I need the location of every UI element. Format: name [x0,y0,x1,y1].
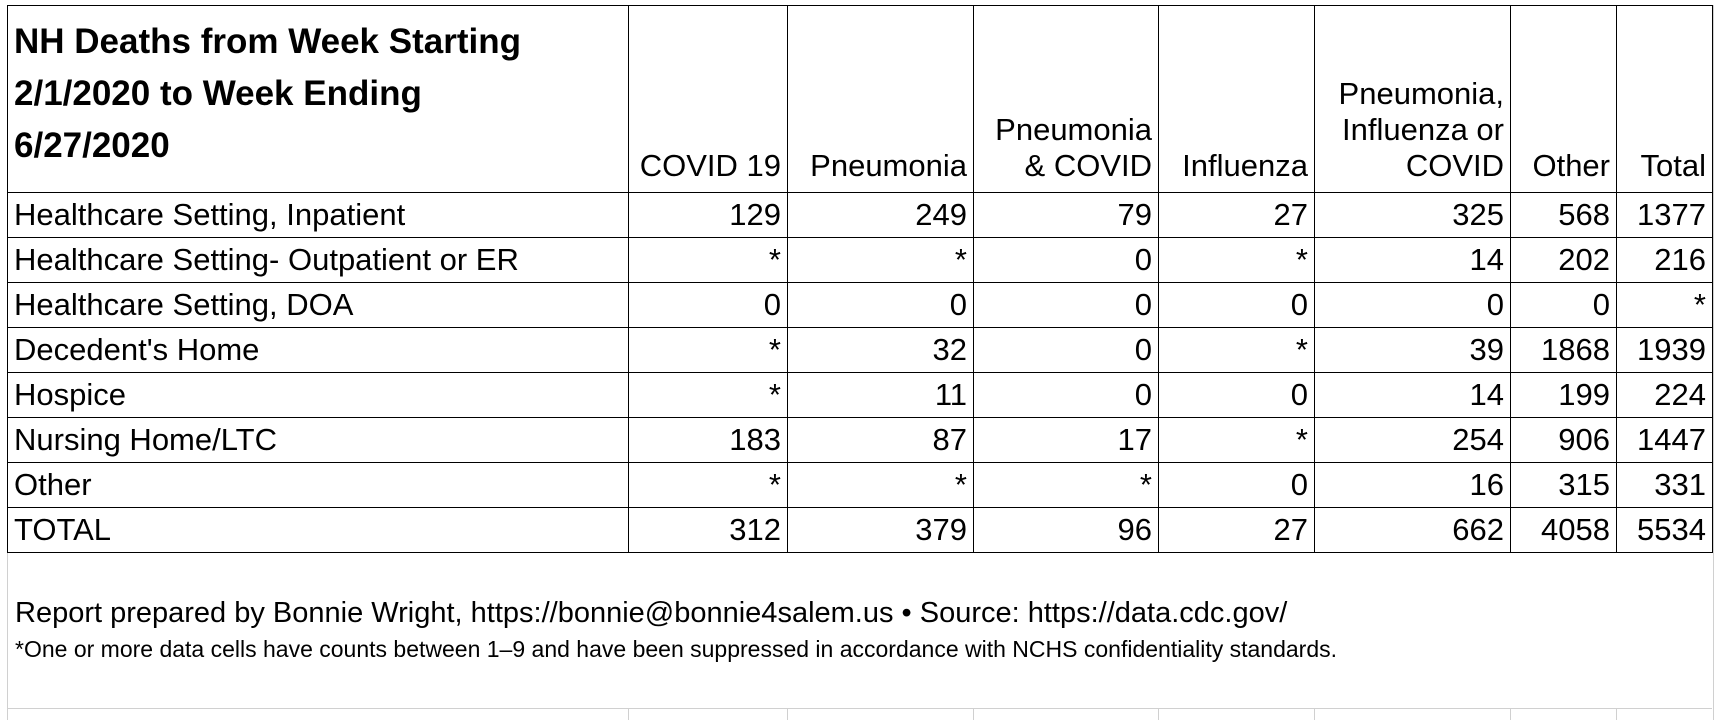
cell-total: 224 [1617,373,1713,418]
suppression-footnote: *One or more data cells have counts between 1–9 and have been suppressed in accordance with NCHS confidentiality standards. [15,636,1338,662]
spreadsheet-gridline [7,708,1712,709]
cell-pneumonia-influenza-covid: 662 [1315,508,1511,553]
cell-other: 568 [1511,193,1617,238]
deaths-table [7,5,1713,553]
cell-pneumonia-covid: 0 [974,373,1159,418]
column-header-covid19: COVID 19 [629,6,788,193]
cell-influenza: * [1159,328,1315,373]
column-header-influenza: Influenza [1159,6,1315,193]
cell-pneumonia: 32 [788,328,974,373]
cell-pneumonia-covid: 17 [974,418,1159,463]
table-row [8,283,1713,328]
cell-pneumonia-influenza-covid: 14 [1315,238,1511,283]
column-header-pneumonia-covid: Pneumonia & COVID [974,6,1159,193]
table-row [8,238,1713,283]
cell-total: 1377 [1617,193,1713,238]
spreadsheet-gridline [628,708,629,720]
cell-pneumonia-influenza-covid: 39 [1315,328,1511,373]
cell-pneumonia-influenza-covid: 0 [1315,283,1511,328]
spreadsheet-gridline [973,708,974,720]
cell-influenza: 0 [1159,373,1315,418]
table-row [8,463,1713,508]
cell-covid19: 312 [629,508,788,553]
cell-total: * [1617,283,1713,328]
cell-total: 216 [1617,238,1713,283]
table-title-line: NH Deaths from Week Starting [14,22,521,61]
table-title [8,6,629,193]
cell-covid19: 129 [629,193,788,238]
cell-covid19: * [629,463,788,508]
cell-total: 1939 [1617,328,1713,373]
report-notes [15,595,1705,665]
cell-pneumonia: 379 [788,508,974,553]
spreadsheet-gridline [1158,708,1159,720]
table-title-line: 6/27/2020 [14,126,170,165]
cell-pneumonia: * [788,238,974,283]
column-header-pneumonia: Pneumonia [788,6,974,193]
table-row [8,193,1713,238]
row-label: TOTAL [8,508,629,553]
cell-pneumonia-covid: 0 [974,238,1159,283]
cell-influenza: 0 [1159,463,1315,508]
column-header-total: Total [1617,6,1713,193]
cell-covid19: * [629,373,788,418]
spreadsheet-gridline [1616,708,1617,720]
cell-pneumonia: * [788,463,974,508]
table-row [8,373,1713,418]
cell-other: 199 [1511,373,1617,418]
row-label: Hospice [8,373,629,418]
row-label: Healthcare Setting, Inpatient [8,193,629,238]
cell-covid19: 183 [629,418,788,463]
cell-pneumonia-influenza-covid: 254 [1315,418,1511,463]
row-label: Healthcare Setting, DOA [8,283,629,328]
cell-other: 906 [1511,418,1617,463]
row-label: Healthcare Setting- Outpatient or ER [8,238,629,283]
row-label: Decedent's Home [8,328,629,373]
cell-covid19: 0 [629,283,788,328]
table-body [8,193,1713,553]
cell-covid19: * [629,328,788,373]
column-header-other: Other [1511,6,1617,193]
row-label: Nursing Home/LTC [8,418,629,463]
cell-covid19: * [629,238,788,283]
cell-pneumonia-covid: * [974,463,1159,508]
cell-pneumonia: 249 [788,193,974,238]
cell-other: 202 [1511,238,1617,283]
spreadsheet-gridline [1314,708,1315,720]
cell-influenza: * [1159,418,1315,463]
row-label: Other [8,463,629,508]
spreadsheet-gridline [1510,708,1511,720]
cell-total: 5534 [1617,508,1713,553]
cell-other: 315 [1511,463,1617,508]
cell-pneumonia-covid: 96 [974,508,1159,553]
table-row [8,328,1713,373]
cell-total: 331 [1617,463,1713,508]
cell-total: 1447 [1617,418,1713,463]
cell-influenza: 27 [1159,193,1315,238]
table-header-row [8,6,1713,193]
table-row [8,508,1713,553]
cell-pneumonia-influenza-covid: 325 [1315,193,1511,238]
cell-pneumonia-influenza-covid: 14 [1315,373,1511,418]
report-credit: Report prepared by Bonnie Wright, https://bonnie@bonnie4salem.us • Source: https://data.cdc.gov/ [15,597,1288,629]
table-row [8,418,1713,463]
table-title-line: 2/1/2020 to Week Ending [14,74,422,113]
cell-influenza: * [1159,238,1315,283]
cell-pneumonia: 87 [788,418,974,463]
cell-other: 4058 [1511,508,1617,553]
cell-influenza: 27 [1159,508,1315,553]
cell-other: 1868 [1511,328,1617,373]
spreadsheet-gridline [787,708,788,720]
cell-pneumonia: 11 [788,373,974,418]
cell-pneumonia-covid: 0 [974,328,1159,373]
cell-other: 0 [1511,283,1617,328]
cell-influenza: 0 [1159,283,1315,328]
cell-pneumonia-covid: 79 [974,193,1159,238]
column-header-pneumonia-influenza-covid: Pneumonia, Influenza or COVID [1315,6,1511,193]
cell-pneumonia: 0 [788,283,974,328]
cell-pneumonia-influenza-covid: 16 [1315,463,1511,508]
cell-pneumonia-covid: 0 [974,283,1159,328]
